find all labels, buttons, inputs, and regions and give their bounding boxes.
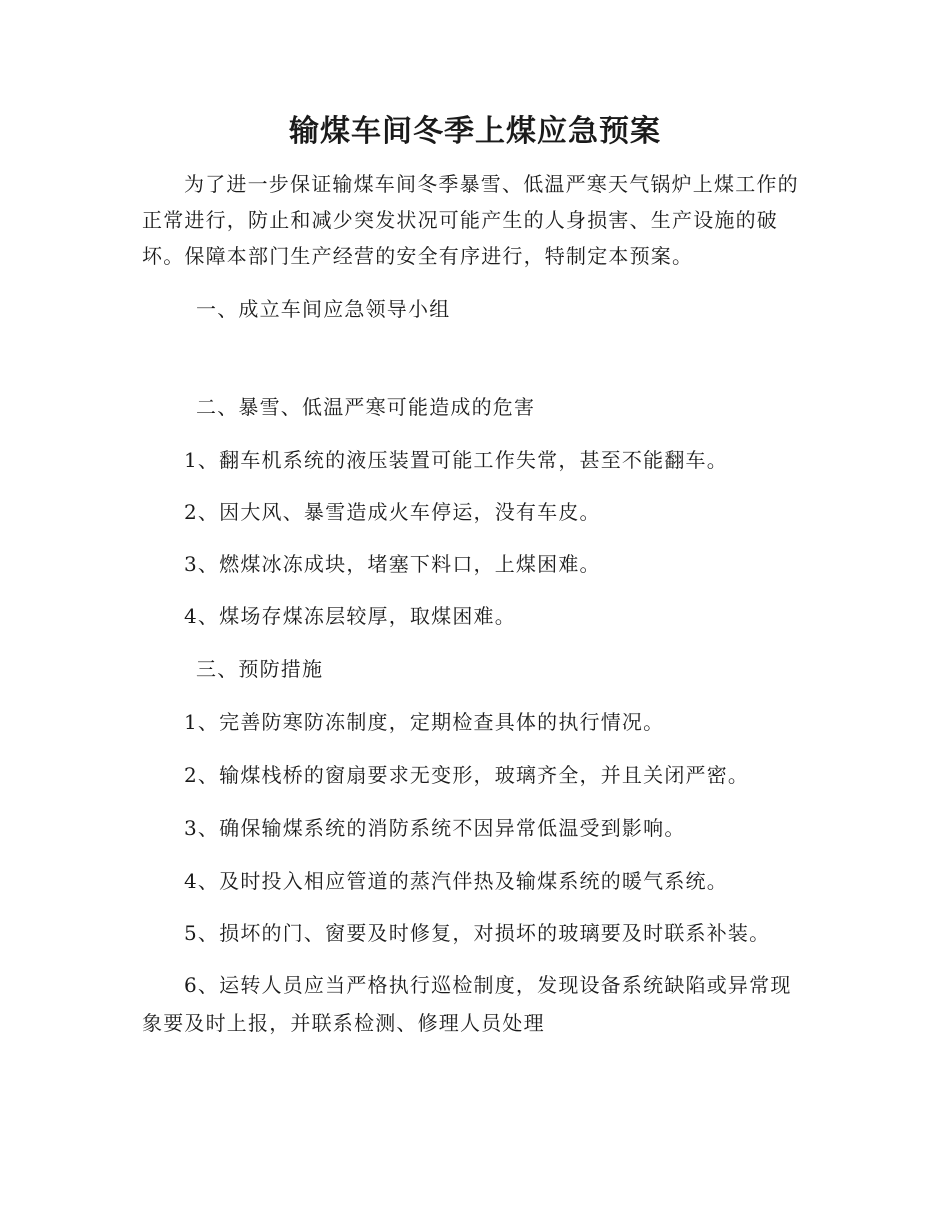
hazard-item: 3、燃煤冰冻成块，堵塞下料口，上煤困难。: [184, 552, 601, 576]
measure-item: 3、确保输煤系统的消防系统不因异常低温受到影响。: [184, 816, 686, 840]
hazard-item: 4、煤场存煤冻层较厚，取煤困难。: [184, 604, 516, 628]
measure-item: 1、完善防寒防冻制度，定期检查具体的执行情况。: [184, 710, 665, 734]
hazard-item: 1、翻车机系统的液压装置可能工作失常，甚至不能翻车。: [184, 448, 728, 472]
measure-item: 2、输煤栈桥的窗扇要求无变形，玻璃齐全，并且关闭严密。: [184, 763, 750, 787]
section-heading-measures: 三、预防措施: [196, 657, 324, 681]
measure-item: 5、损坏的门、窗要及时修复，对损坏的玻璃要及时联系补装。: [184, 921, 771, 945]
intro-paragraph: 为了进一步保证输煤车间冬季暴雪、低温严寒天气锅炉上煤工作的正常进行，防止和减少突发状况可能产生的人身损害、生产设施的破坏。保障本部门生产经营的安全有序进行，特制定本预案。: [142, 172, 799, 268]
section-heading-hazards: 二、暴雪、低温严寒可能造成的危害: [196, 395, 536, 419]
document-title: 输煤车间冬季上煤应急预案: [289, 114, 661, 149]
measure-item: 6、运转人员应当严格执行巡检制度，发现设备系统缺陷或异常现象要及时上报，并联系检测、修理人员处理: [142, 973, 792, 1035]
measure-item: 4、及时投入相应管道的蒸汽伴热及输煤系统的暖气系统。: [184, 869, 728, 893]
section-heading-leadership: 一、成立车间应急领导小组: [196, 297, 451, 321]
hazard-item: 2、因大风、暴雪造成火车停运，没有车皮。: [184, 500, 601, 524]
